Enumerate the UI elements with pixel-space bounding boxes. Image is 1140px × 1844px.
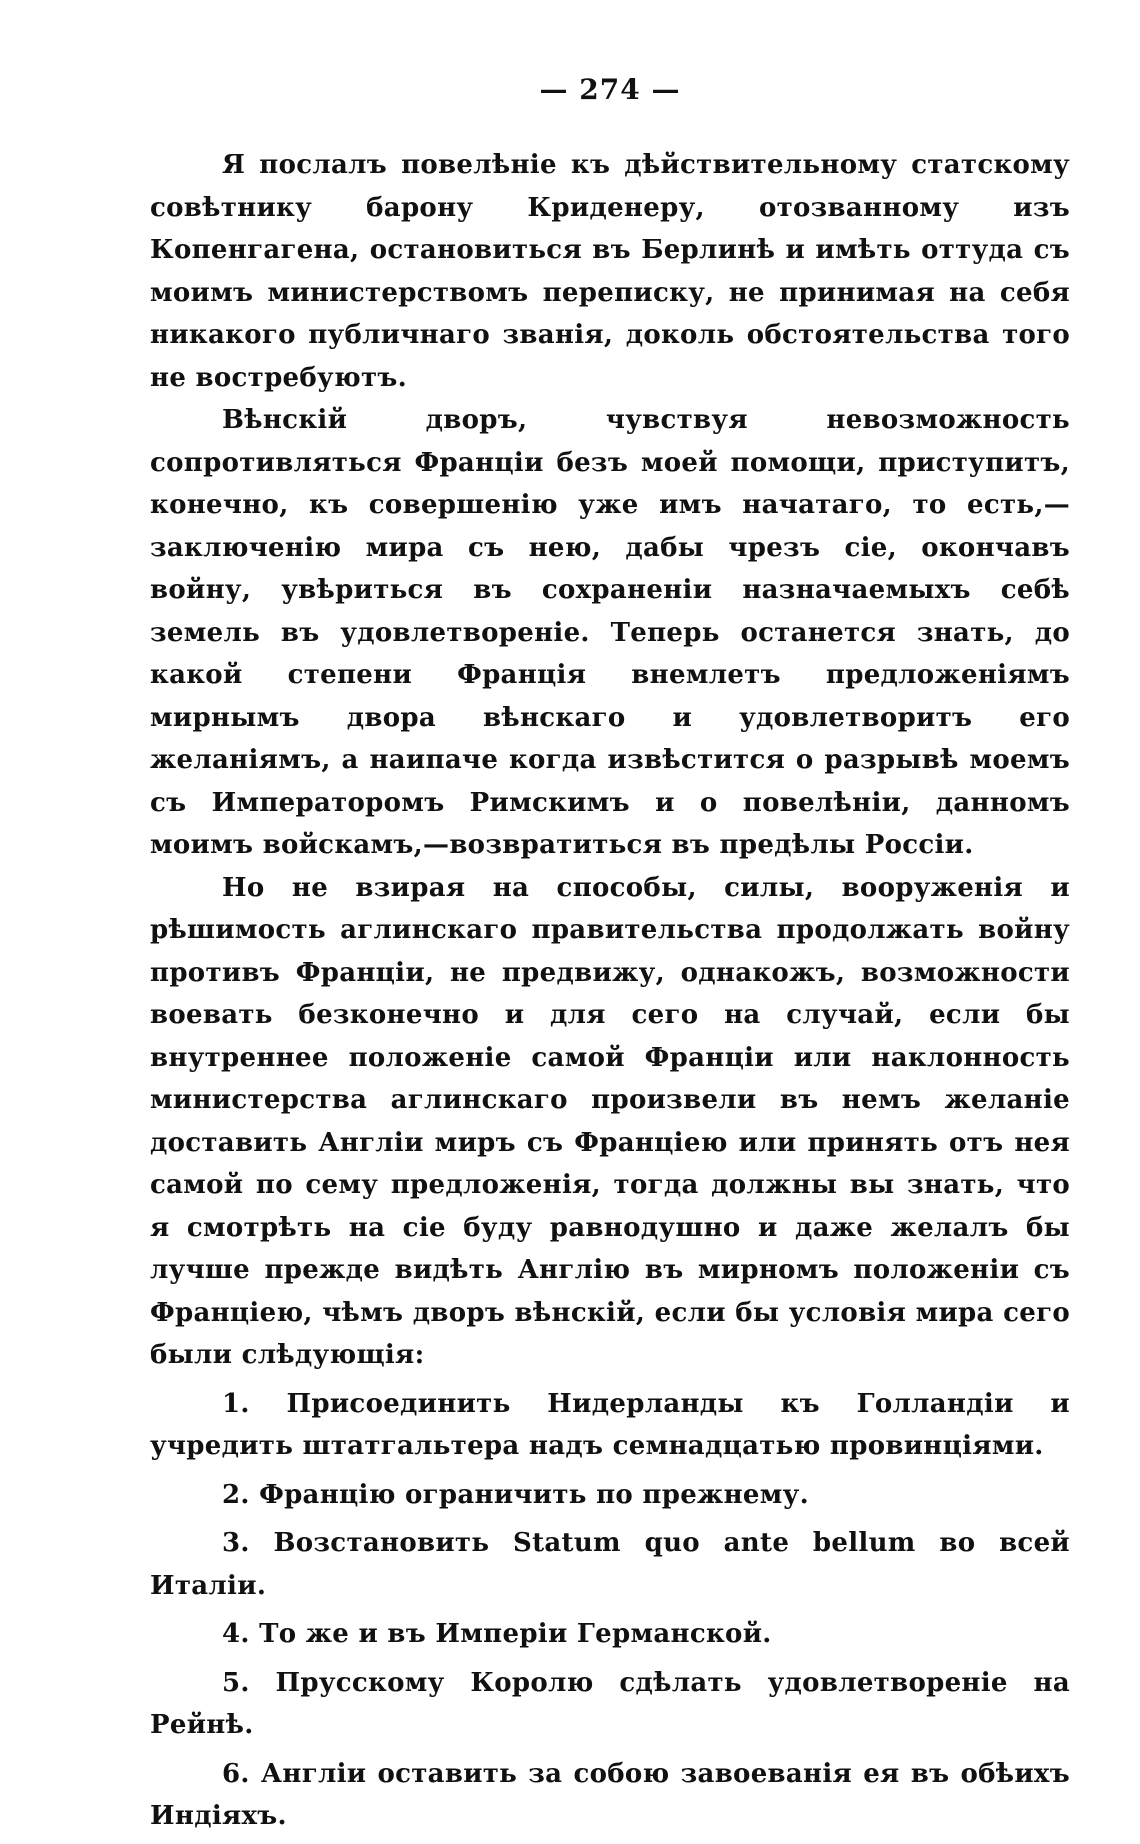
paragraph-kridener: Я послалъ повелѣніе къ дѣйствительному статскому совѣтнику барону Криденеру, отозванному изъ Копенгагена, остановиться въ Берлинѣ и имѣть оттуда съ моимъ министерствомъ переписку, не принимая на себя никакого публичнаго званія, доколь обстоятельства того не востребуютъ. (150, 150, 1070, 393)
list-item (150, 1613, 1070, 1656)
item-number: 6. (222, 1758, 250, 1789)
list-item (150, 1522, 1070, 1607)
page-number: — 274 — (539, 73, 681, 106)
item-text: Присоединить Нидерланды къ Голландіи и учредить штатгальтера надъ семнадцатью провинціями. (150, 1388, 1070, 1461)
item-number: 1. (222, 1388, 250, 1419)
document-page (150, 70, 1070, 1844)
peace-conditions-list (150, 1383, 1070, 1838)
item-text: Возстановить Statum quo ante bellum во всей Италіи. (150, 1528, 1070, 1601)
item-text: Прусскому Королю сдѣлать удовлетвореніе на Рейнѣ. (150, 1667, 1070, 1740)
item-number: 2. (222, 1479, 250, 1510)
item-number: 5. (222, 1667, 250, 1698)
list-item (150, 1662, 1070, 1747)
item-number: 3. (222, 1528, 250, 1558)
item-text: Францію ограничить по прежнему. (259, 1479, 809, 1510)
list-item (150, 1383, 1070, 1468)
paragraph-vienna-court: Вѣнскій дворъ, чувствуя невозможность сопротивляться Франціи безъ моей помощи, приступитъ, конечно, къ совершенію уже имъ начатаго, то есть,—заключенію мира съ нею, дабы чрезъ сіе, окончавъ войну, увѣриться въ сохраненіи назначаемыхъ себѣ земель въ удовлетвореніе. Теперь останется знать, до какой степени Франція внемлетъ предложеніямъ мирнымъ двора вѣнскаго и удовлетворитъ его желаніямъ, а наипаче когда извѣстится о разрывѣ моемъ съ Императоромъ Римскимъ и о повелѣніи, данномъ моимъ войскамъ,—возвратиться въ предѣлы Россіи. (150, 405, 1070, 860)
list-item (150, 1753, 1070, 1838)
item-text: То же и въ Имперіи Германской. (259, 1619, 772, 1649)
list-item (150, 1474, 1070, 1517)
paragraph-english-government: Но не взирая на способы, силы, вооруженія и рѣшимость аглинскаго правительства продолжать войну противъ Франціи, не предвижу, однакожъ, возможности воевать безконечно и для сего на случай, если бы внутреннее положеніе самой Франціи или наклонность министерства аглинскаго произвели въ немъ желаніе доставить Англіи миръ съ Франціею или принять отъ нея самой по сему предложенія, тогда должны вы знать, что я смотрѣть на сіе буду равнодушно и даже желалъ бы лучше прежде видѣть Англію въ мирномъ положеніи съ Франціею, чѣмъ дворъ вѣнскій, если бы условія мира сего были слѣдующія: (150, 872, 1070, 1370)
item-number: 4. (222, 1619, 250, 1649)
item-text: Англіи оставить за собою завоеванія ея въ обѣихъ Индіяхъ. (150, 1758, 1070, 1831)
